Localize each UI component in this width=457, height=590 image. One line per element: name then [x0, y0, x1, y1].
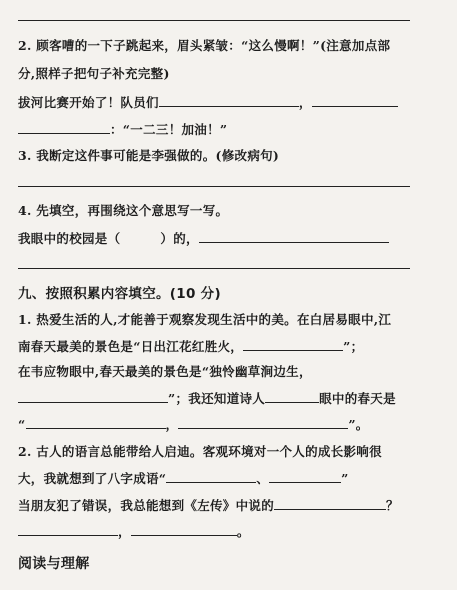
- s9-q1-line2-text: 南春天最美的景色是“日出江花红胜火，: [18, 339, 244, 354]
- q4-title: 4. 先填空，再围绕这个意思写一写。: [18, 203, 229, 218]
- s9-q1-line4: [18, 390, 396, 407]
- s9-blank-4[interactable]: [178, 416, 348, 429]
- q2-line3: [18, 94, 398, 111]
- s9-q1-line5: [18, 416, 369, 433]
- q4-prompt-start: 我眼中的校园是（: [18, 231, 121, 246]
- q3-text: 3. 我断定这件事可能是李强做的。(修改病句): [18, 148, 280, 163]
- q2-line4-text: ：“一二三！加油！”: [110, 122, 228, 137]
- s9-q2-line3-text: 当朋友犯了错误，我总能想到《左传》中说的: [18, 498, 275, 513]
- s9-blank-3[interactable]: [26, 416, 166, 429]
- section9-heading: 九、按照积累内容填空。(10 分): [18, 286, 221, 302]
- s9-q2-line4: [18, 523, 250, 540]
- s9-blank-5[interactable]: [166, 470, 256, 483]
- q2-comma: ，: [298, 95, 312, 110]
- s9-q2-line4-end: 。: [236, 524, 250, 539]
- s9-q2-line1: 2. 古人的语言总能带给人启迪。客观环境对一个人的成长影响很: [18, 444, 382, 459]
- s9-q1-line5-open: “: [18, 417, 26, 432]
- s9-blank-8[interactable]: [18, 523, 118, 536]
- q2-blank-1[interactable]: [159, 94, 299, 107]
- q4-prompt-end: ）的，: [160, 231, 199, 246]
- s9-blank-9[interactable]: [131, 523, 237, 536]
- s9-q1-line5-close: ”。: [348, 417, 369, 432]
- s9-q1-line4-mid: ”；我还知道诗人: [168, 391, 266, 406]
- s9-blank-7[interactable]: [274, 497, 386, 510]
- s9-q2-line2: [18, 470, 349, 487]
- q2-line3-text: 拔河比赛开始了！队员们: [18, 95, 159, 110]
- s9-q1-line2-end: ”；: [343, 339, 364, 354]
- s9-blank-poet[interactable]: [265, 390, 319, 403]
- q2-line2: 分,照样子把句子补充完整): [18, 66, 170, 81]
- s9-blank-6[interactable]: [269, 470, 341, 483]
- q2-blank-3[interactable]: [18, 121, 110, 134]
- s9-blank-1[interactable]: [243, 338, 343, 351]
- s9-q2-line3-end: ？: [386, 498, 399, 513]
- s9-q2-line2-sep: 、: [256, 471, 270, 486]
- s9-q1-line5-sep: ，: [165, 417, 179, 432]
- s9-q2-line3: [18, 497, 399, 514]
- q4-prompt: [18, 230, 389, 247]
- s9-q1-line2: [18, 338, 363, 355]
- s9-q2-line4-sep: ，: [118, 524, 131, 539]
- s9-blank-2[interactable]: [18, 390, 168, 403]
- q2-blank-2[interactable]: [312, 94, 398, 107]
- reading-heading: 阅读与理解: [18, 556, 90, 572]
- q3-answer-line[interactable]: [18, 186, 410, 187]
- q2-line1: 2. 顾客嘈的一下子跳起来，眉头紧皱：“这么慢啊！”(注意加点部: [18, 38, 391, 53]
- answer-line-top[interactable]: [18, 20, 410, 21]
- s9-q1-line4-end: 眼中的春天是: [319, 391, 396, 406]
- s9-q1-line1: 1. 热爱生活的人,才能善于观察发现生活中的美。在白居易眼中,江: [18, 312, 392, 327]
- q4-blank[interactable]: [199, 230, 389, 243]
- s9-q2-line2-text: 大，我就想到了八字成语“: [18, 471, 167, 486]
- q4-answer-line[interactable]: [18, 268, 410, 269]
- q2-line4: [18, 121, 227, 138]
- s9-q2-line2-end: ”: [341, 471, 349, 486]
- s9-q1-line3: 在韦应物眼中,春天最美的景色是“独怜幽草涧边生，: [18, 364, 312, 379]
